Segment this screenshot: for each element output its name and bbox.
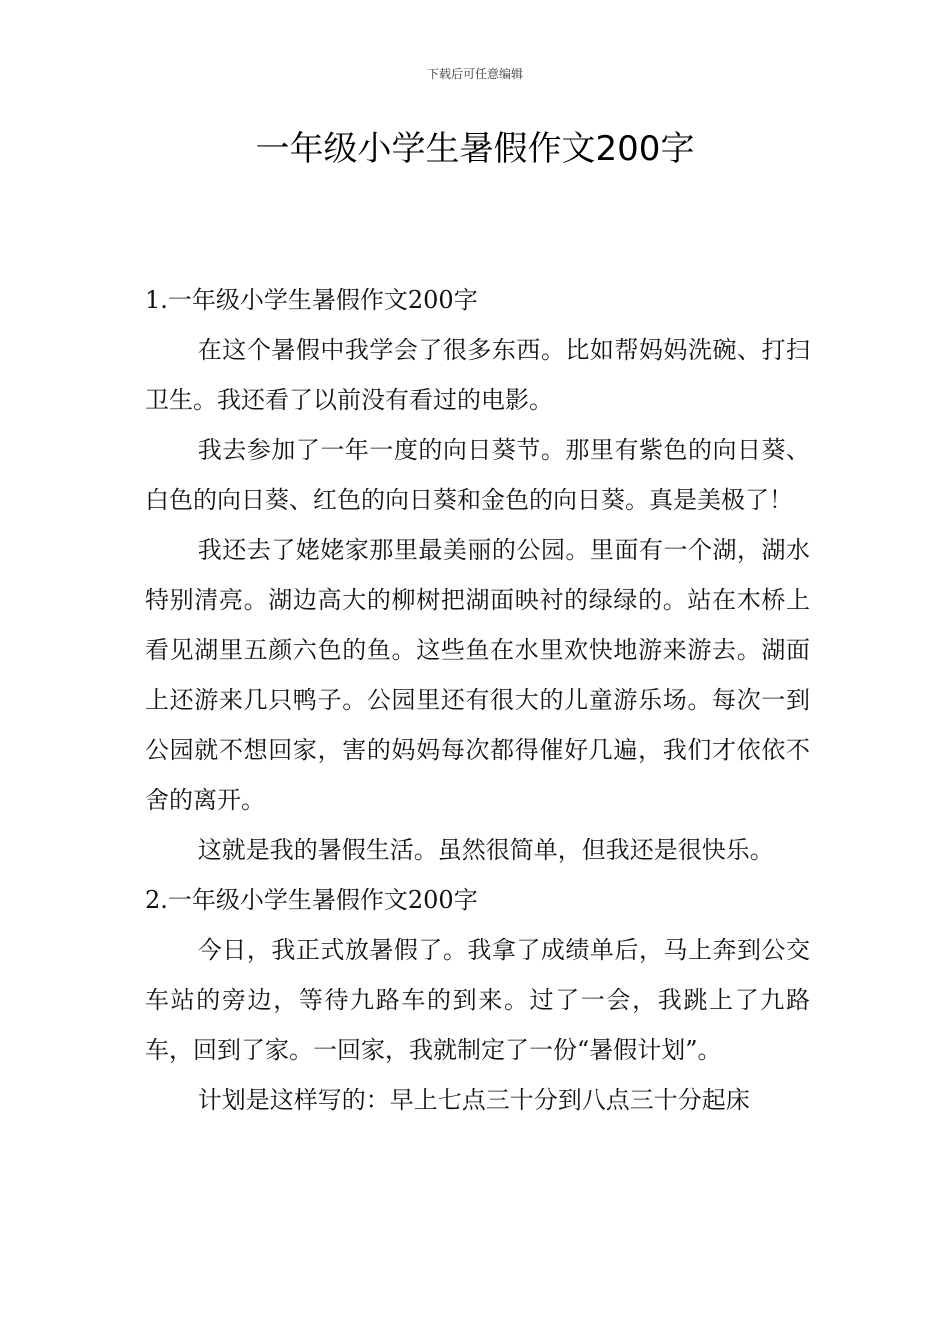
section-heading-2: 2.一年级小学生暑假作文200字: [145, 886, 478, 914]
paragraph: 这就是我的暑假生活。虽然很简单，但我还是很快乐。: [197, 836, 774, 864]
page-header-note: 下载后可任意编辑: [426, 67, 523, 81]
document-title: 一年级小学生暑假作文200字: [255, 129, 695, 169]
document-body: [145, 275, 810, 1125]
paragraph: 今日，我正式放暑假了。我拿了成绩单后，马上奔到公交车站的旁边，等待九路车的到来。过了一会，我跳上了九路车，回到了家。一回家，我就制定了一份“暑假计划”。: [145, 936, 810, 1064]
paragraph: 计划是这样写的：早上七点三十分到八点三十分起床: [197, 1086, 750, 1114]
paragraph: 在这个暑假中我学会了很多东西。比如帮妈妈洗碗、打扫卫生。我还看了以前没有看过的电影。: [145, 336, 810, 414]
section-heading-1: 1.一年级小学生暑假作文200字: [145, 286, 478, 314]
paragraph: 我还去了姥姥家那里最美丽的公园。里面有一个湖，湖水特别清亮。湖边高大的柳树把湖面映衬的绿绿的。站在木桥上看见湖里五颜六色的鱼。这些鱼在水里欢快地游来游去。湖面上还游来几只鸭子。公园里还有很大的儿童游乐场。每次一到公园就不想回家，害的妈妈每次都得催好几遍，我们才依依不舍的离开。: [145, 536, 810, 814]
paragraph: 我去参加了一年一度的向日葵节。那里有紫色的向日葵、白色的向日葵、红色的向日葵和金色的向日葵。真是美极了！: [145, 436, 810, 514]
